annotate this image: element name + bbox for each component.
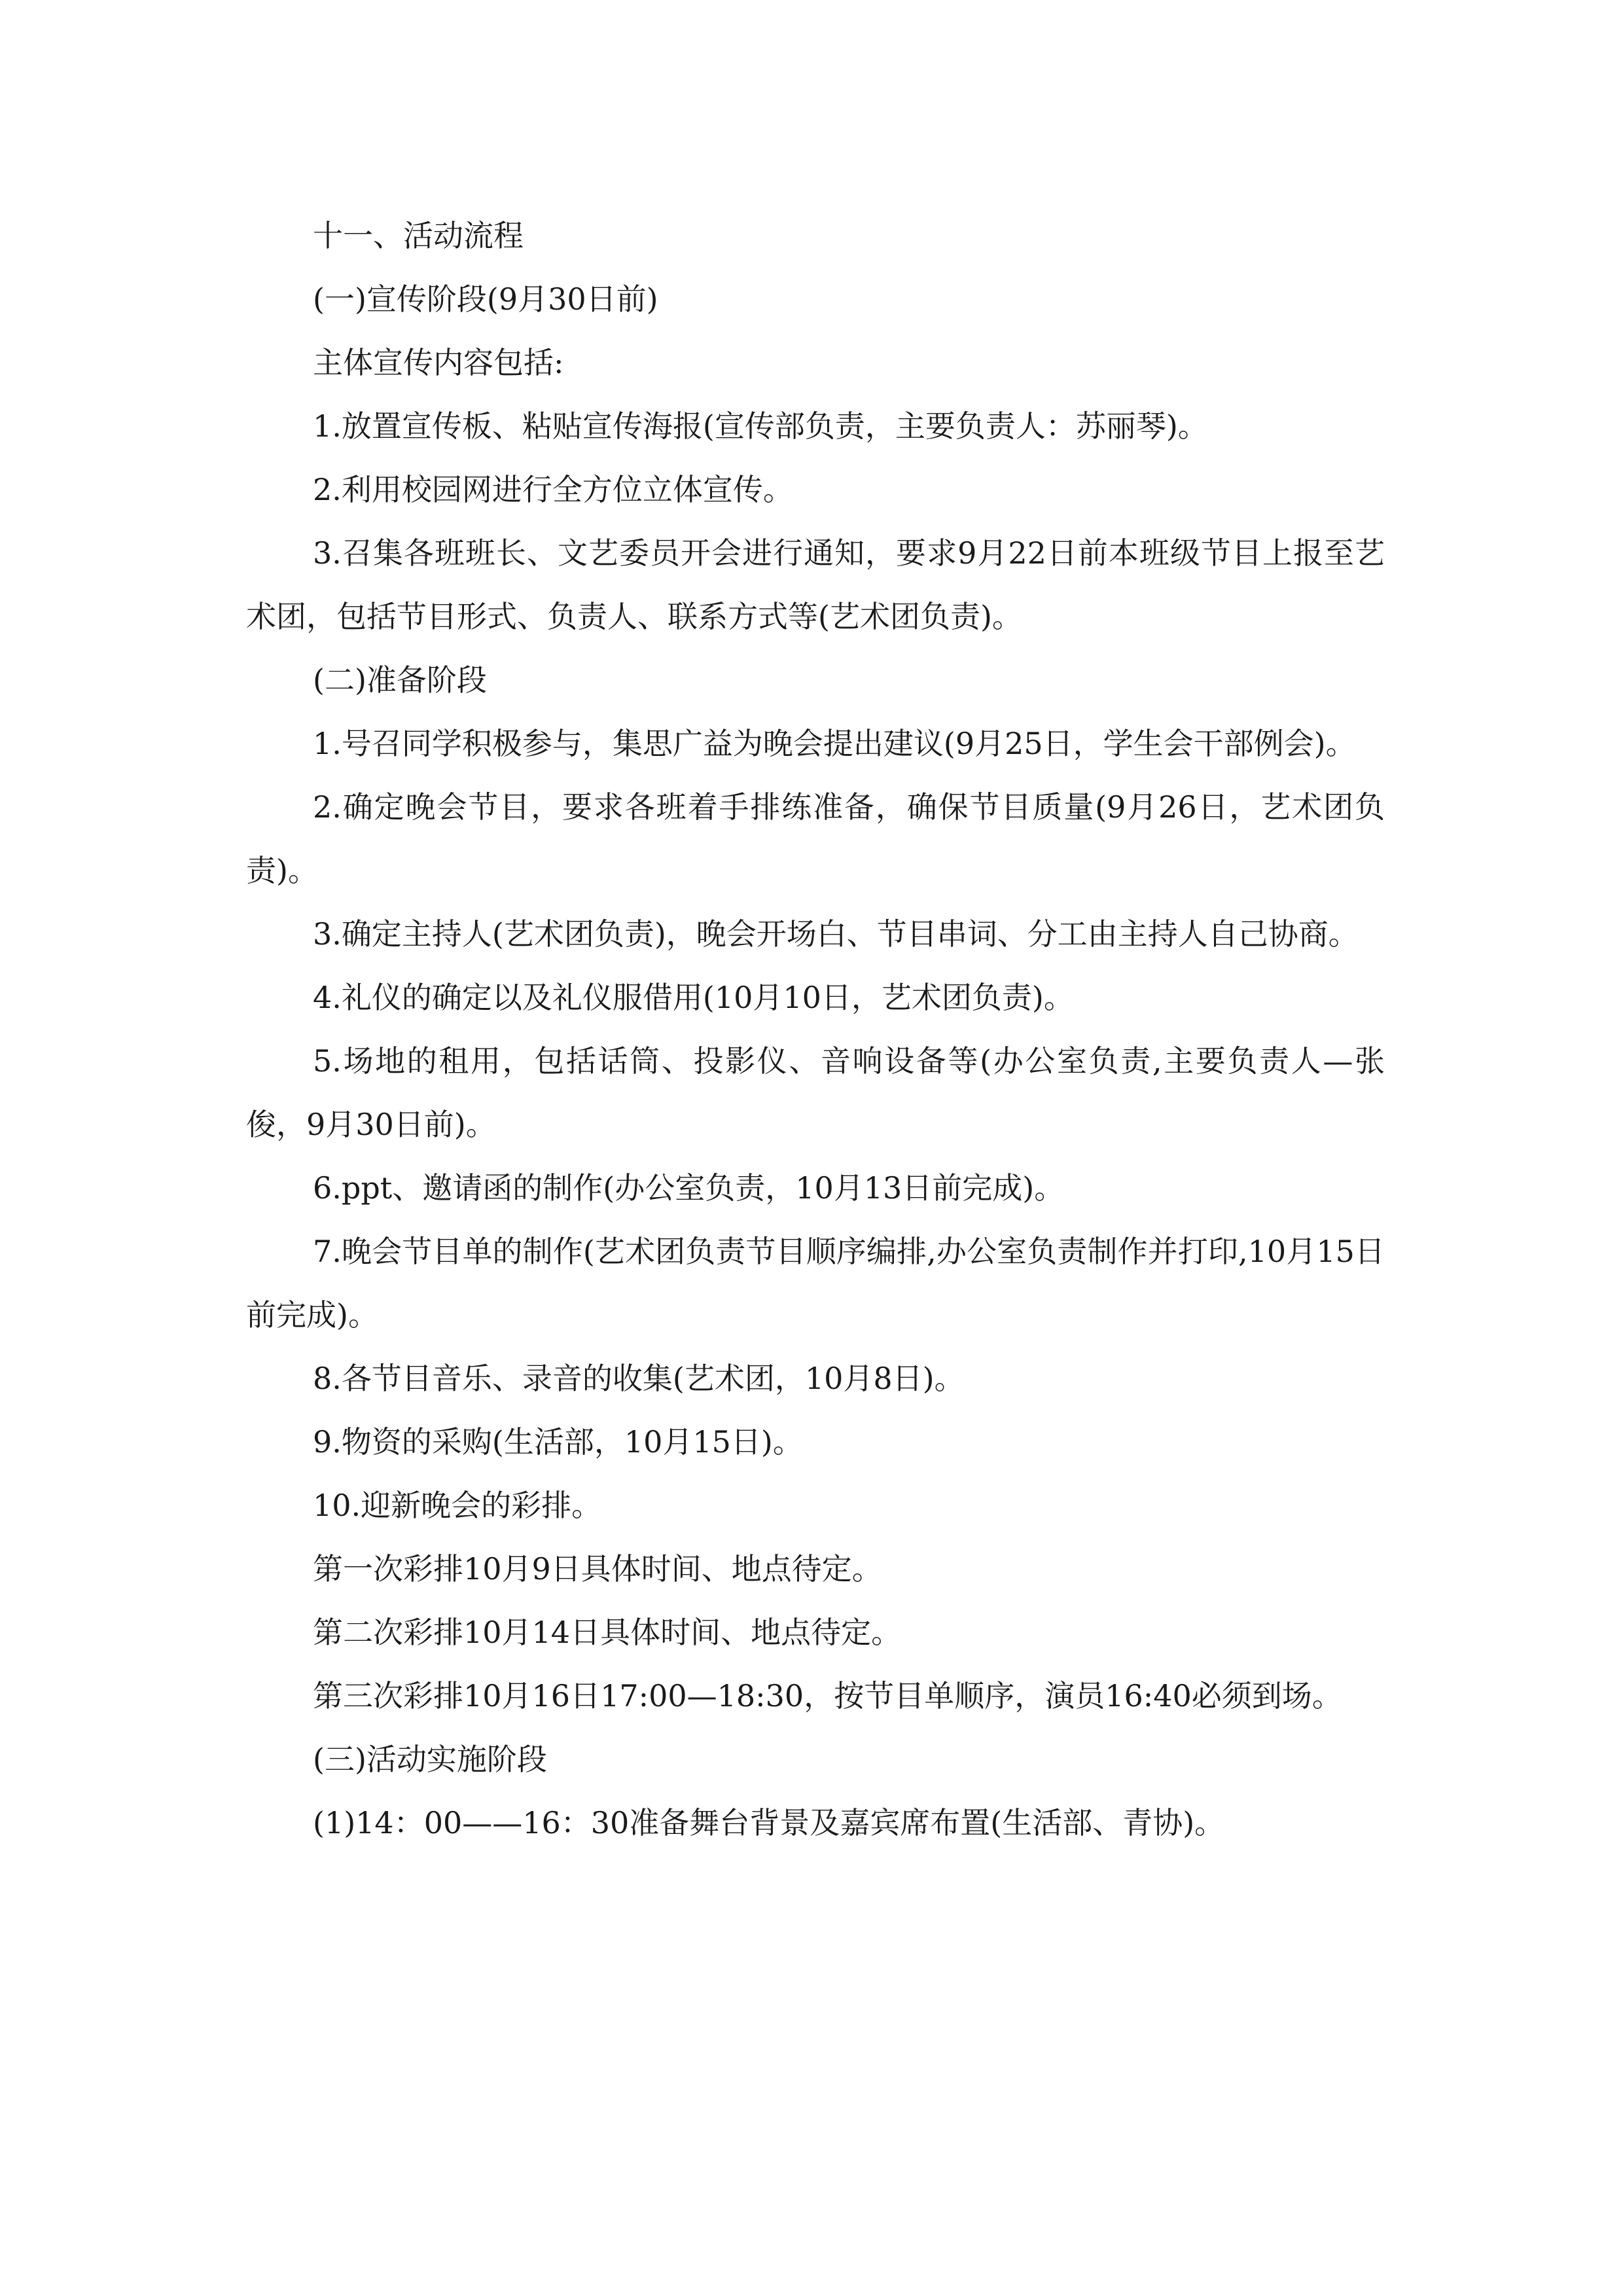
document-body [246, 204, 1385, 1855]
rehearsal-item: 第一次彩排10月9日具体时间、地点待定。 [313, 1551, 882, 1587]
paragraph: 主体宣传内容包括: [313, 345, 564, 380]
list-item: 9.物资的采购(生活部，10月15日)。 [313, 1424, 803, 1460]
list-item: 7.晚会节目单的制作(艺术团负责节目顺序编排,办公室负责制作并打印,10月15日前完成)。 [246, 1234, 1385, 1333]
list-item: 3.确定主持人(艺术团负责)，晚会开场白、节目串词、分工由主持人自己协商。 [313, 916, 1359, 952]
stage-heading-publicity: (一)宣传阶段(9月30日前) [313, 281, 658, 317]
rehearsal-item: 第三次彩排10月16日17:00—18:30，按节目单顺序，演员16:40必须到场。 [313, 1678, 1342, 1713]
list-item: 2.利用校园网进行全方位立体宣传。 [313, 472, 793, 507]
list-item: 1.号召同学积极参与，集思广益为晚会提出建议(9月25日，学生会干部例会)。 [313, 726, 1356, 761]
rehearsal-item: 第二次彩排10月14日具体时间、地点待定。 [313, 1615, 902, 1650]
list-item: 8.各节目音乐、录音的收集(艺术团，10月8日)。 [313, 1361, 965, 1396]
list-item: 2.确定晚会节目，要求各班着手排练准备，确保节目质量(9月26日，艺术团负责)。 [246, 789, 1385, 888]
stage-heading-preparation: (二)准备阶段 [313, 662, 487, 698]
list-item: 10.迎新晚会的彩排。 [313, 1488, 602, 1523]
list-item: 5.场地的租用，包括话筒、投影仪、音响设备等(办公室负责,主要负责人—张俊，9月30日前)。 [246, 1043, 1385, 1142]
stage-heading-implementation: (三)活动实施阶段 [313, 1742, 547, 1777]
section-heading: 十一、活动流程 [313, 218, 524, 253]
list-item: 3.召集各班班长、文艺委员开会进行通知，要求9月22日前本班级节目上报至艺术团，包括节目形式、负责人、联系方式等(艺术团负责)。 [246, 535, 1385, 634]
list-item: (1)14：00——16：30准备舞台背景及嘉宾席布置(生活部、青协)。 [313, 1805, 1225, 1840]
list-item: 6.ppt、邀请函的制作(办公室负责，10月13日前完成)。 [313, 1170, 1065, 1206]
list-item: 1.放置宣传板、粘贴宣传海报(宣传部负责，主要负责人：苏丽琴)。 [313, 408, 1208, 444]
list-item: 4.礼仪的确定以及礼仪服借用(10月10日，艺术团负责)。 [313, 980, 1074, 1015]
